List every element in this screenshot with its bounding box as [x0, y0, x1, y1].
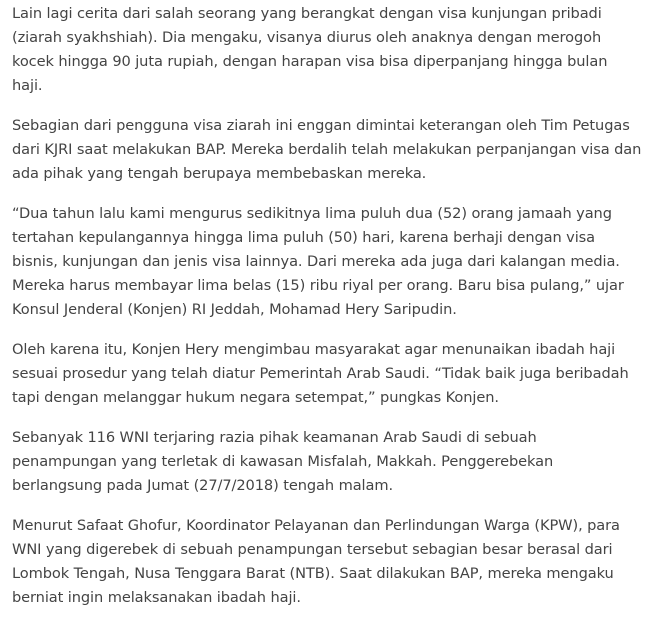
article-paragraph: “Dua tahun lalu kami mengurus sedikitnya lima puluh dua (52) orang jamaah yang tertahan kepulangannya hingga lima puluh (50) hari, karena berhaji dengan visa bisnis, kunjungan dan jenis visa lainnya. Dari mereka ada juga dari kalangan media. Mereka harus membayar lima belas (15) ribu riyal per orang. Baru bisa pulang,” ujar Konsul Jenderal (Konjen) RI Jeddah, Mohamad Hery Saripudin. — [12, 205, 624, 318]
article-paragraph: Sebanyak 116 WNI terjaring razia pihak keamanan Arab Saudi di sebuah penampungan yang terletak di kawasan Misfalah, Makkah. Penggerebekan berlangsung pada Jumat (27/7/2018) tengah malam. — [12, 429, 554, 494]
article-paragraph: Menurut Safaat Ghofur, Koordinator Pelayanan dan Perlindungan Warga (KPW), para WNI yang digerebek di sebuah penampungan tersebut sebagian besar berasal dari Lombok Tengah, Nusa Tenggara Barat (NTB). Saat dilakukan BAP, mereka mengaku berniat ingin melaksanakan ibadah haji. — [12, 517, 620, 606]
article-paragraph: Oleh karena itu, Konjen Hery mengimbau masyarakat agar menunaikan ibadah haji sesuai prosedur yang telah diatur Pemerintah Arab Saudi. “Tidak baik juga beribadah tapi dengan melanggar hukum negara setempat,” pungkas Konjen. — [12, 341, 629, 406]
article-paragraph: Lain lagi cerita dari salah seorang yang berangkat dengan visa kunjungan pribadi (ziarah syakhshiah). Dia mengaku, visanya diurus oleh anaknya dengan merogoh kocek hingga 90 juta rupiah, dengan harapan visa bisa diperpanjang hingga bulan haji. — [12, 5, 608, 94]
article-paragraph: Sebagian dari pengguna visa ziarah ini enggan dimintai keterangan oleh Tim Petugas dari KJRI saat melakukan BAP. Mereka berdalih telah melakukan perpanjangan visa dan ada pihak yang tengah berupaya membebaskan mereka. — [12, 117, 642, 182]
article-body — [12, 2, 642, 626]
